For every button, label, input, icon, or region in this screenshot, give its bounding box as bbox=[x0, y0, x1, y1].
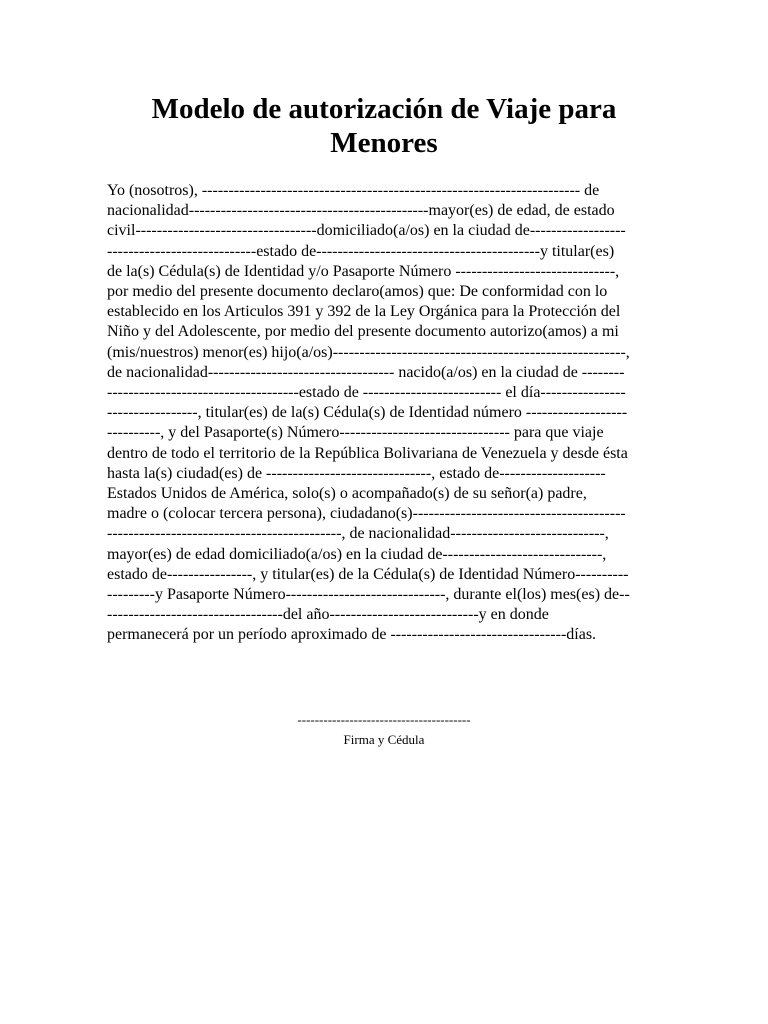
document-title: Modelo de autorización de Viaje para Menores bbox=[151, 93, 617, 159]
signature-label: Firma y Cédula bbox=[343, 732, 425, 747]
authorization-body-text: Yo (nosotros), ----------------------------------------------------------------------- de nacionalidad---------------------------------------------mayor(es) de edad, de estado civil----------------------------------domiciliado(a/os) en la ciudad de------------------ ----------------------------estado de------------------------------------------y titular(es) de la(s) Cédula(s) de Identidad y/o Pasaporte Número ------------------------------, por medio del presente documento declaro(amos) que: De conformidad con lo establecido en los Articulos 391 y 392 de la Ley Orgánica para la Protección del Niño y del Adolescente, por medio del presente documento autorizo(amos) a mi (mis/nuestros) menor(es) hijo(a/os)-------------------------------------------------------, de nacionalidad----------------------------------- nacido(a/os) en la ciudad de -------- ------------------------------------estado de -------------------------- el día---------------- -----------------, titular(es) de la(s) Cédula(s) de Identidad número ------------------- ----------, y del Pasaporte(s) Número-------------------------------- para que viaje dentro de todo el territorio de la República Bolivariana de Venezuela y desde ésta hasta la(s) ciudad(es) de -------------------------------, estado de-------------------- Estados Unidos de América, solo(s) o acompañado(s) de su señor(a) padre, madre o (colocar tercera persona), ciudadano(s)---------------------------------------- --------------------------------------------, de nacionalidad-----------------------------, mayor(es) de edad domiciliado(a/os) en la ciudad de------------------------------, estado de----------------, y titular(es) de la Cédula(s) de Identidad Número---------- ---------y Pasaporte Número------------------------------, durante el(los) mes(es) de-- ---------------------------------del año----------------------------y en donde permanecerá por un período aproximado de ---------------------------------días. bbox=[107, 182, 630, 644]
signature-line: ---------------------------------------- bbox=[297, 712, 471, 727]
